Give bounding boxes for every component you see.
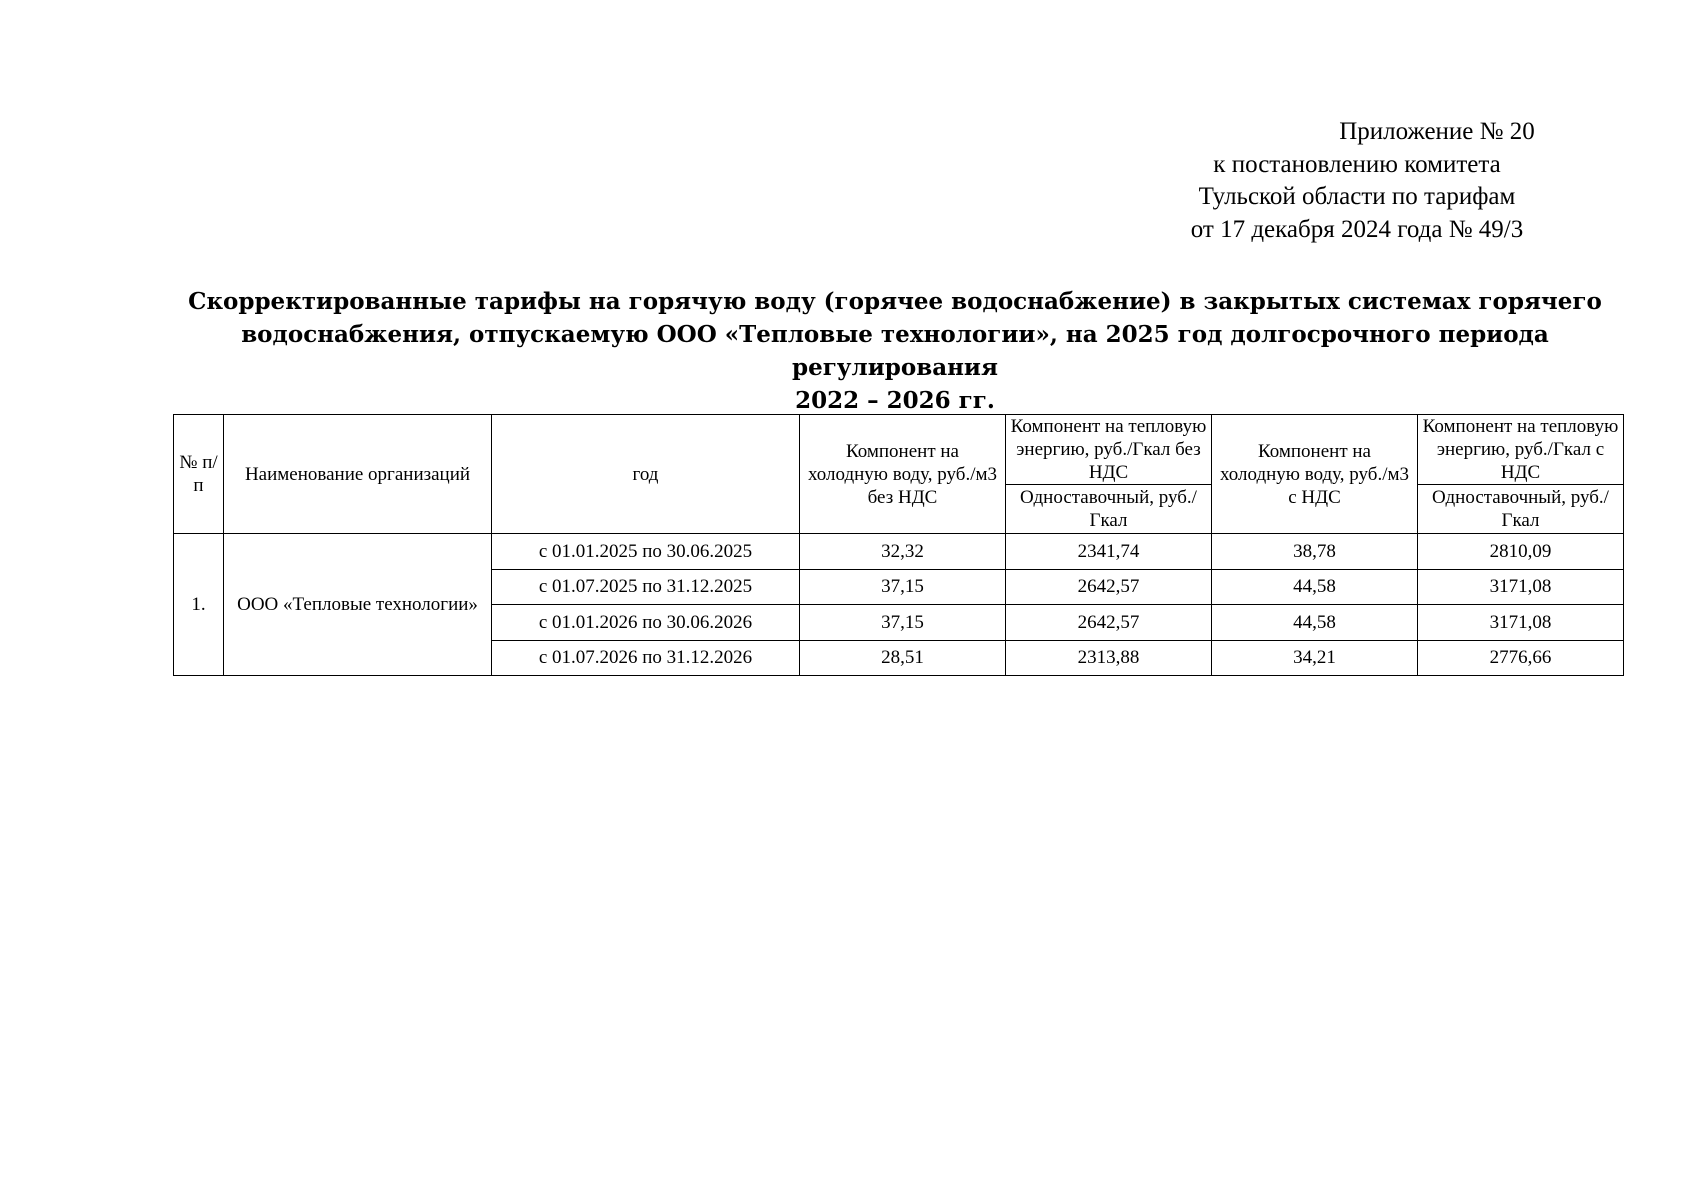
heat-energy-no-vat-cell: 2313,88	[1006, 640, 1212, 676]
appendix-number: Приложение № 20	[1339, 118, 1535, 145]
heat-energy-vat-cell: 3171,08	[1418, 605, 1624, 641]
period-cell: с 01.07.2026 по 31.12.2026	[492, 640, 800, 676]
cold-water-no-vat-cell: 37,15	[800, 605, 1006, 641]
heat-energy-vat-cell: 2810,09	[1418, 534, 1624, 570]
cold-water-vat-cell: 44,58	[1212, 569, 1418, 605]
period-cell: с 01.01.2025 по 30.06.2025	[492, 534, 800, 570]
header-organization: Наименование организаций	[224, 415, 492, 534]
heat-energy-no-vat-cell: 2341,74	[1006, 534, 1212, 570]
row-number: 1.	[174, 534, 224, 676]
heat-energy-vat-cell: 2776,66	[1418, 640, 1624, 676]
table-row	[174, 534, 1624, 570]
cold-water-no-vat-cell: 32,32	[800, 534, 1006, 570]
cold-water-vat-cell: 34,21	[1212, 640, 1418, 676]
heat-energy-no-vat-cell: 2642,57	[1006, 605, 1212, 641]
header-cold-water-vat: Компонент на холодную воду, руб./м3 с НДС	[1212, 415, 1418, 534]
tariff-table	[173, 414, 1624, 676]
organization-name: ООО «Тепловые технологии»	[224, 534, 492, 676]
title-line-3: 2022 – 2026 гг.	[795, 387, 995, 414]
cold-water-vat-cell: 38,78	[1212, 534, 1418, 570]
heat-energy-no-vat-cell: 2642,57	[1006, 569, 1212, 605]
period-cell: с 01.07.2025 по 31.12.2025	[492, 569, 800, 605]
header-cold-water-no-vat: Компонент на холодную воду, руб./м3 без НДС	[800, 415, 1006, 534]
document-title	[165, 285, 1625, 417]
period-cell: с 01.01.2026 по 30.06.2026	[492, 605, 800, 641]
title-line-1: Скорректированные тарифы на горячую воду (горячее водоснабжение) в закрытых системах горячего	[188, 288, 1602, 315]
cold-water-no-vat-cell: 28,51	[800, 640, 1006, 676]
table-header-row	[174, 415, 1624, 485]
header-heat-energy-no-vat: Компонент на тепловую энергию, руб./Гкал без НДС	[1006, 415, 1212, 485]
heat-energy-vat-cell: 3171,08	[1418, 569, 1624, 605]
header-single-rate-vat: Одноставочный, руб./Гкал	[1418, 485, 1624, 534]
cold-water-no-vat-cell: 37,15	[800, 569, 1006, 605]
title-line-2: водоснабжения, отпускаемую ООО «Тепловые технологии», на 2025 год долгосрочного периода регулирования	[241, 321, 1549, 381]
appendix-committee: Тульской области по тарифам	[1198, 183, 1516, 210]
cold-water-vat-cell: 44,58	[1212, 605, 1418, 641]
header-single-rate-no-vat: Одноставочный, руб./Гкал	[1006, 485, 1212, 534]
appendix-block	[1097, 116, 1617, 246]
header-num: № п/п	[174, 415, 224, 534]
header-heat-energy-vat: Компонент на тепловую энергию, руб./Гкал с НДС	[1418, 415, 1624, 485]
appendix-date: от 17 декабря 2024 года № 49/3	[1190, 215, 1524, 243]
appendix-resolution: к постановлению комитета	[1213, 150, 1501, 178]
header-year: год	[492, 415, 800, 534]
